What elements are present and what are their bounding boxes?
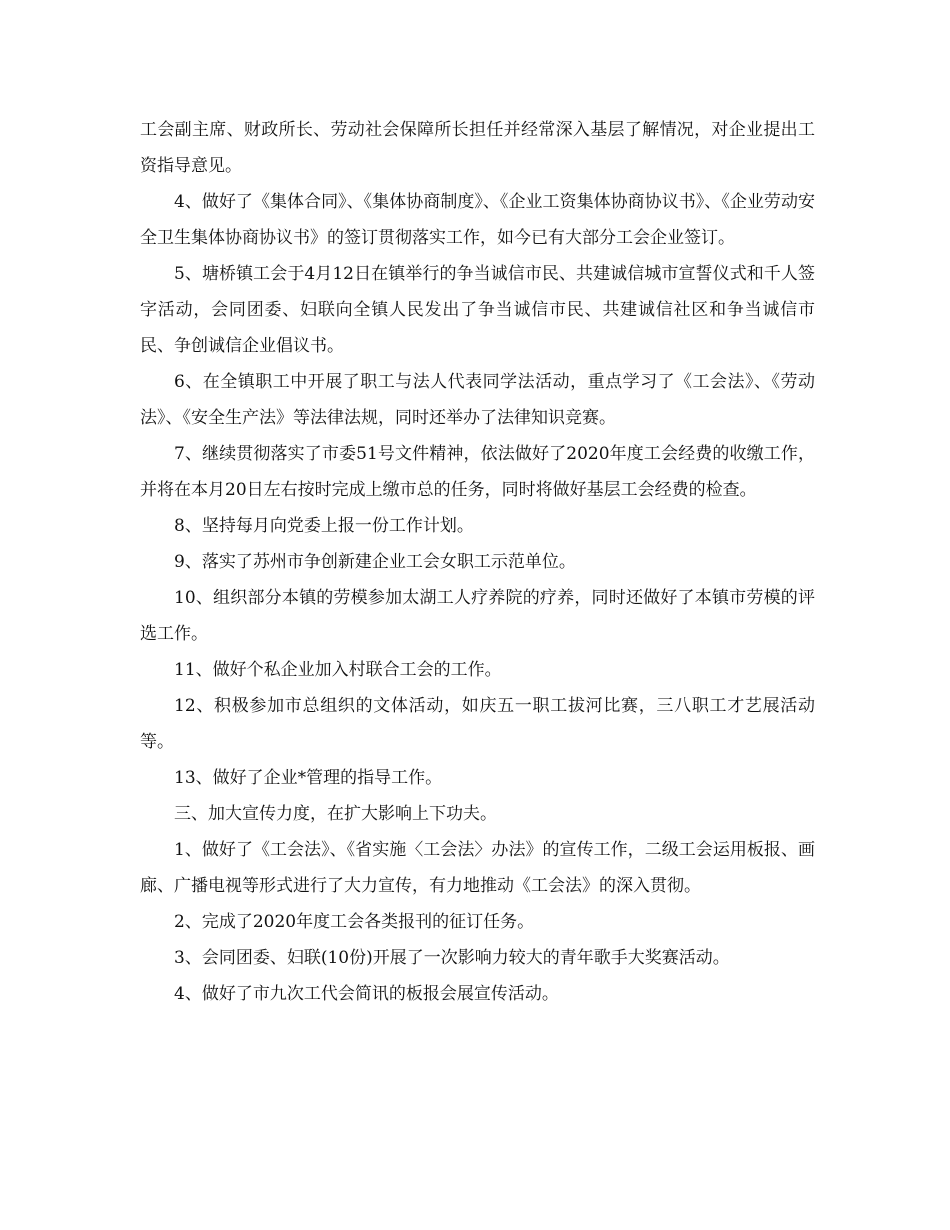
paragraph-11: 13、做好了企业*管理的指导工作。 (174, 768, 443, 788)
paragraph-1: 工会副主席、财政所长、劳动社会保障所长担任并经常深入基层了解情况，对企业提出工资指导意见。 (140, 120, 815, 176)
paragraph-5: 7、继续贯彻落实了市委51号文件精神，依法做好了2020年度工会经费的收缴工作，并将在本月20日左右按时完成上缴市总的任务，同时将做好基层工会经费的检查。 (140, 444, 815, 500)
paragraph-3: 5、塘桥镇工会于4月12日在镇举行的争当诚信市民、共建诚信城市宣誓仪式和千人签字活动，会同团委、妇联向全镇人民发出了争当诚信市民、共建诚信社区和争当诚信市民、争创诚信企业倡议书。 (140, 264, 815, 356)
paragraph-8: 10、组织部分本镇的劳模参加太湖工人疗养院的疗养，同时还做好了本镇市劳模的评选工作。 (140, 588, 815, 644)
paragraph-13: 1、做好了《工会法》、《省实施〈工会法〉办法》的宣传工作，二级工会运用板报、画廊、广播电视等形式进行了大力宣传，有力地推动《工会法》的深入贯彻。 (140, 840, 815, 896)
paragraph-14: 2、完成了2020年度工会各类报刊的征订任务。 (174, 912, 535, 932)
paragraph-10: 12、积极参加市总组织的文体活动，如庆五一职工拔河比赛，三八职工才艺展活动等。 (140, 696, 815, 752)
paragraph-7: 9、落实了苏州市争创新建企业工会女职工示范单位。 (174, 552, 576, 572)
paragraph-15: 3、会同团委、妇联(10份)开展了一次影响力较大的青年歌手大奖赛活动。 (174, 948, 730, 968)
section-heading: 三、加大宣传力度，在扩大影响上下功夫。 (174, 804, 497, 824)
paragraph-16: 4、做好了市九次工代会简讯的板报会展宣传活动。 (174, 984, 559, 1004)
paragraph-9: 11、做好个私企业加入村联合工会的工作。 (174, 660, 502, 680)
paragraph-6: 8、坚持每月向党委上报一份工作计划。 (174, 516, 474, 536)
document-body (140, 112, 815, 1012)
paragraph-2: 4、做好了《集体合同》、《集体协商制度》、《企业工资集体协商协议书》、《企业劳动安全卫生集体协商协议书》的签订贯彻落实工作，如今已有大部分工会企业签订。 (140, 192, 815, 248)
paragraph-4: 6、在全镇职工中开展了职工与法人代表同学法活动，重点学习了《工会法》、《劳动法》、《安全生产法》等法律法规，同时还举办了法律知识竞赛。 (140, 372, 815, 428)
